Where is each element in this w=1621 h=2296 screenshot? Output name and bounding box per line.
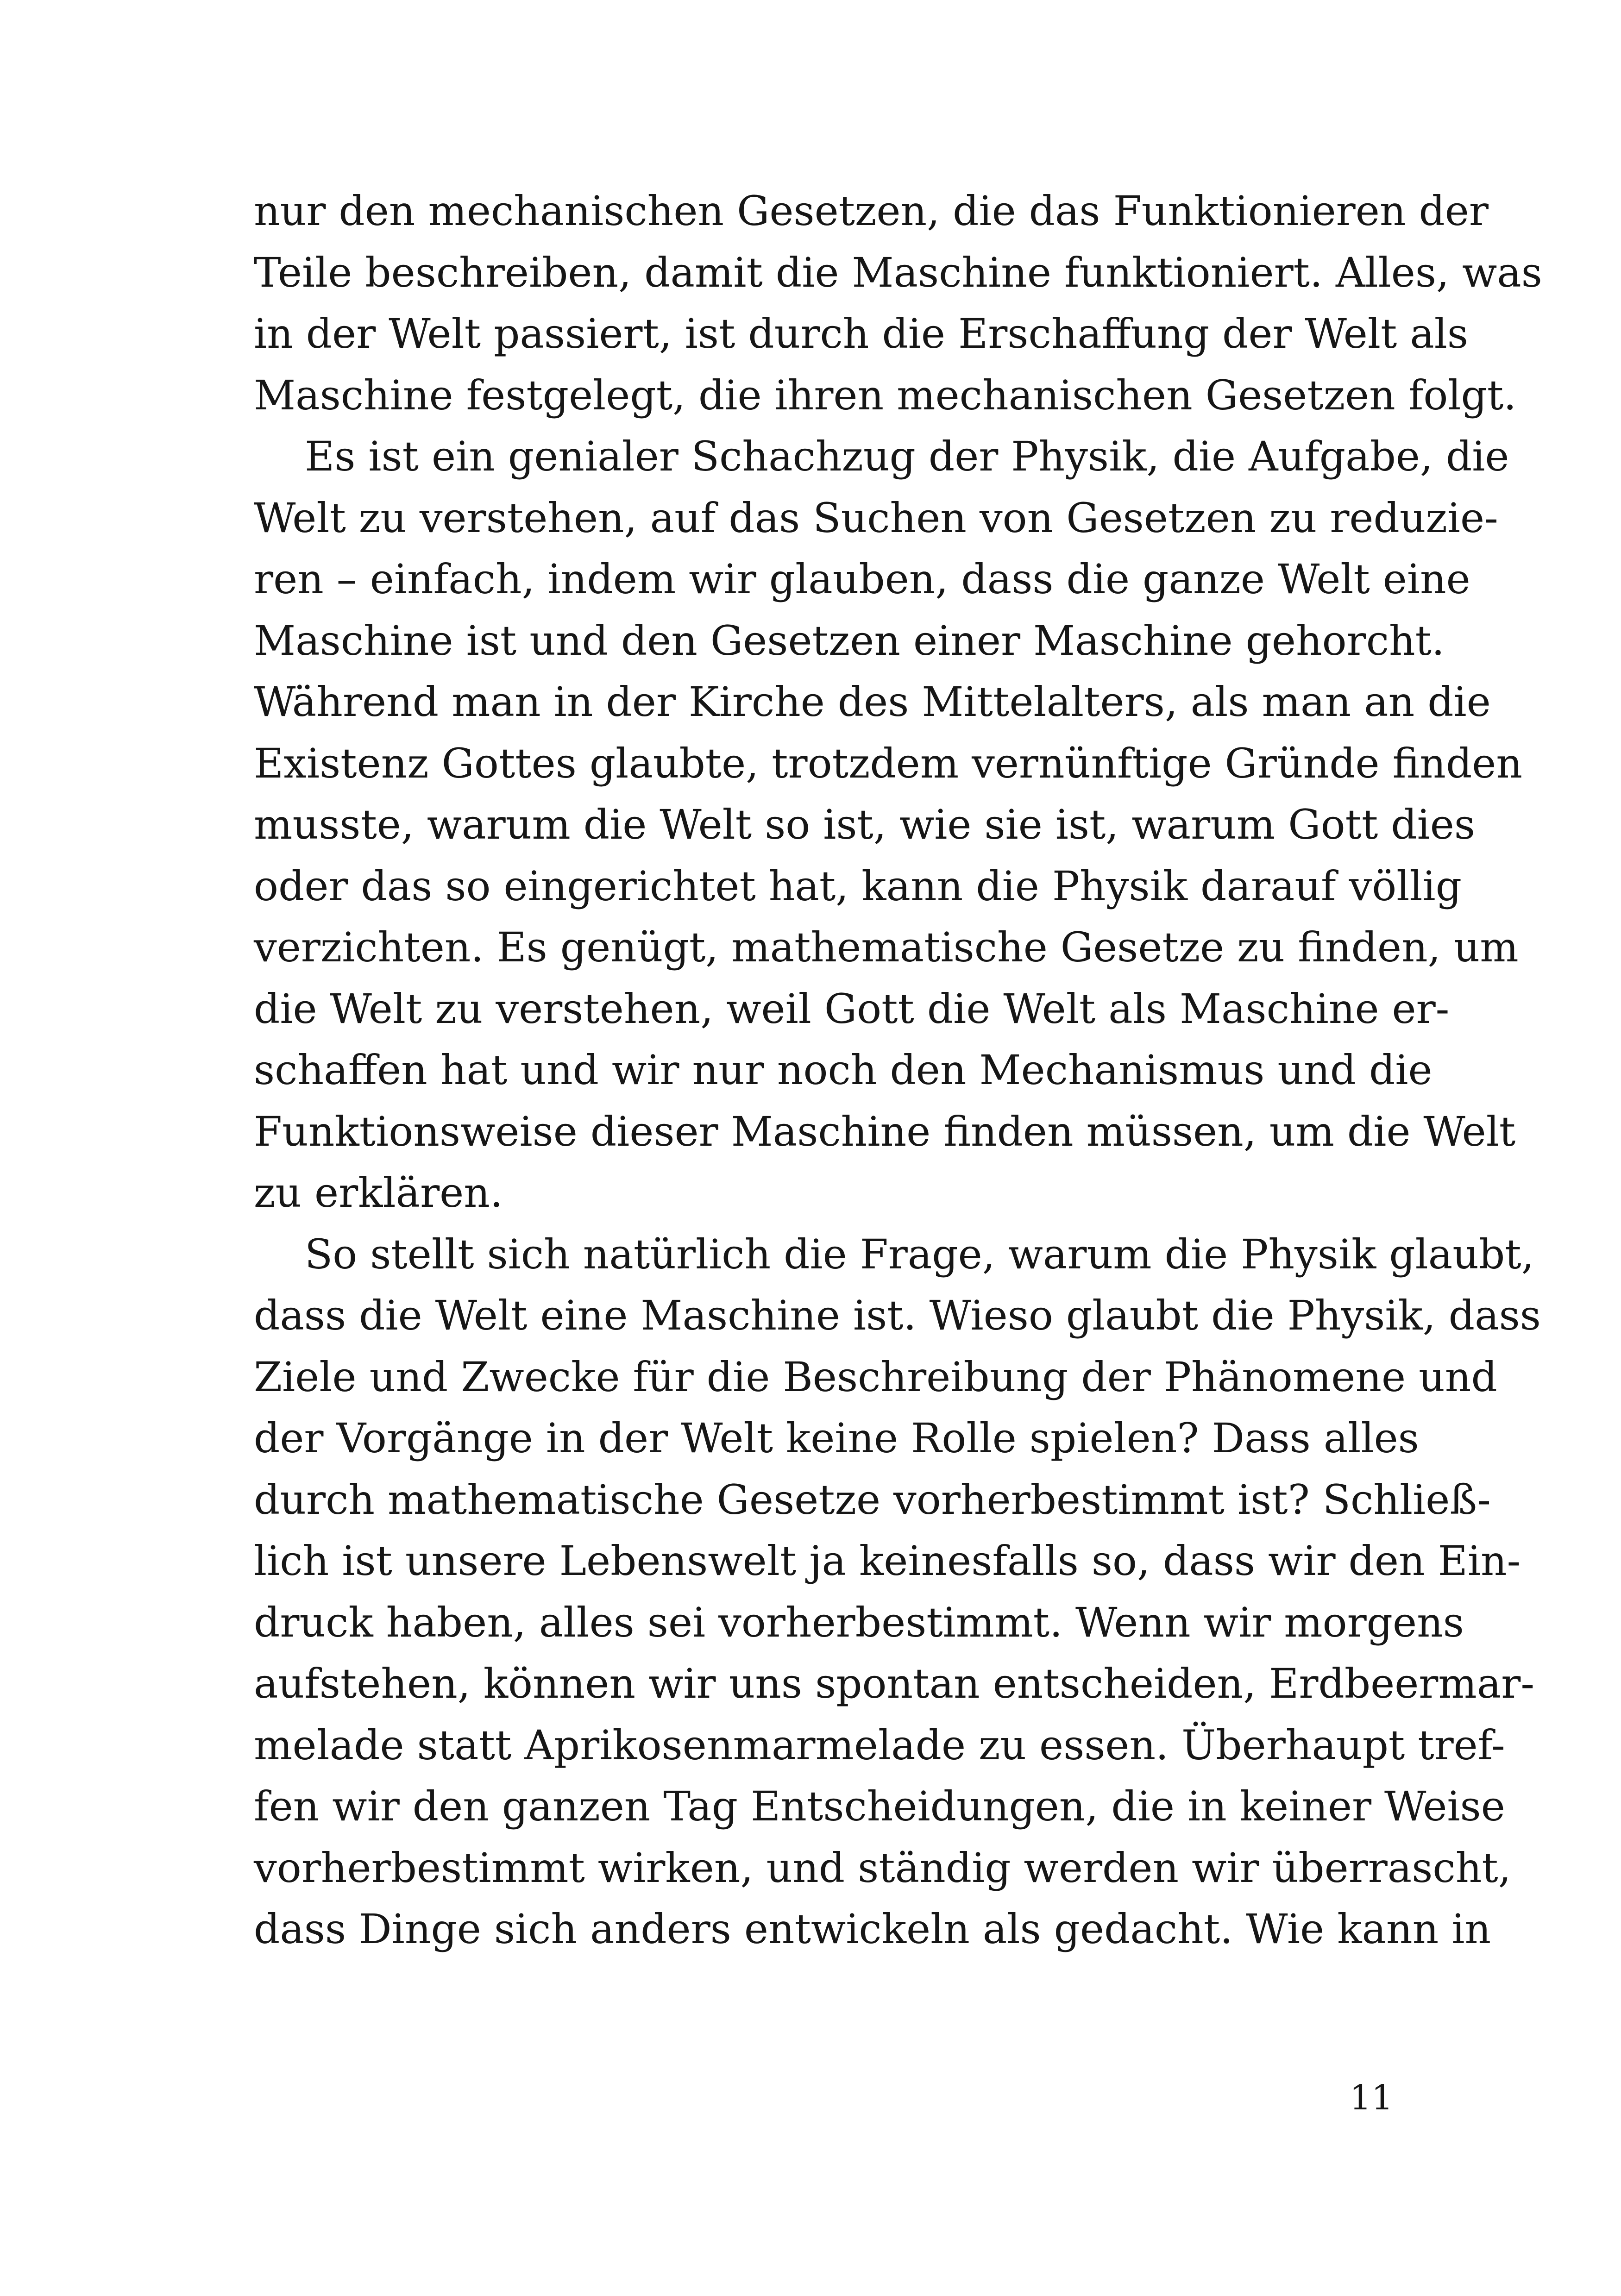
page-number: 11 bbox=[1349, 2078, 1393, 2118]
text-line: Maschine ist und den Gesetzen einer Maschine gehorcht. bbox=[254, 616, 1445, 665]
body-text bbox=[254, 181, 1542, 1960]
text-line: oder das so eingerichtet hat, kann die Physik darauf völlig bbox=[254, 862, 1462, 910]
text-line: fen wir den ganzen Tag Entscheidungen, die in keiner Weise bbox=[254, 1782, 1505, 1830]
text-line: zu erklären. bbox=[254, 1169, 503, 1217]
text-line: der Vorgänge in der Welt keine Rolle spielen? Dass alles bbox=[254, 1414, 1419, 1462]
text-line: Funktionsweise dieser Maschine finden müssen, um die Welt bbox=[254, 1107, 1516, 1155]
text-line: ren – einfach, indem wir glauben, dass die ganze Welt eine bbox=[254, 555, 1470, 603]
text-line: Existenz Gottes glaubte, trotzdem vernünftige Gründe finden bbox=[254, 739, 1523, 787]
text-line: musste, warum die Welt so ist, wie sie ist, warum Gott dies bbox=[254, 801, 1475, 848]
text-line: Es ist ein genialer Schachzug der Physik, die Aufgabe, die bbox=[305, 433, 1509, 480]
text-line: vorherbestimmt wirken, und ständig werden wir überrascht, bbox=[254, 1844, 1511, 1892]
text-line: druck haben, alles sei vorherbestimmt. Wenn wir morgens bbox=[254, 1598, 1464, 1646]
text-line: dass Dinge sich anders entwickeln als gedacht. Wie kann in bbox=[254, 1905, 1491, 1953]
text-line: So stellt sich natürlich die Frage, warum die Physik glaubt, bbox=[305, 1230, 1534, 1278]
text-line: durch mathematische Gesetze vorherbestimmt ist? Schließ- bbox=[254, 1475, 1491, 1524]
text-line: Während man in der Kirche des Mittelalters, als man an die bbox=[254, 678, 1491, 726]
text-line: dass die Welt eine Maschine ist. Wieso glaubt die Physik, dass bbox=[254, 1292, 1541, 1339]
text-line: Teile beschreiben, damit die Maschine funktioniert. Alles, was bbox=[254, 248, 1542, 296]
text-line: schaffen hat und wir nur noch den Mechanismus und die bbox=[254, 1046, 1433, 1094]
text-line: lich ist unsere Lebenswelt ja keinesfalls so, dass wir den Ein- bbox=[254, 1537, 1521, 1585]
text-line: melade statt Aprikosenmarmelade zu essen. Überhaupt tref- bbox=[254, 1721, 1505, 1769]
text-line: in der Welt passiert, ist durch die Erschaffung der Welt als bbox=[254, 310, 1469, 358]
text-line: Ziele und Zwecke für die Beschreibung der Phänomene und bbox=[254, 1353, 1497, 1401]
text-line: verzichten. Es genügt, mathematische Gesetze zu finden, um bbox=[254, 923, 1519, 971]
text-line: nur den mechanischen Gesetzen, die das Funktionieren der bbox=[254, 187, 1489, 235]
text-line: Maschine festgelegt, die ihren mechanischen Gesetzen folgt. bbox=[254, 371, 1517, 419]
text-line: die Welt zu verstehen, weil Gott die Welt als Maschine er- bbox=[254, 985, 1450, 1033]
text-line: Welt zu verstehen, auf das Suchen von Gesetzen zu reduzie- bbox=[254, 494, 1498, 542]
text-line: aufstehen, können wir uns spontan entscheiden, Erdbeermar- bbox=[254, 1660, 1535, 1707]
